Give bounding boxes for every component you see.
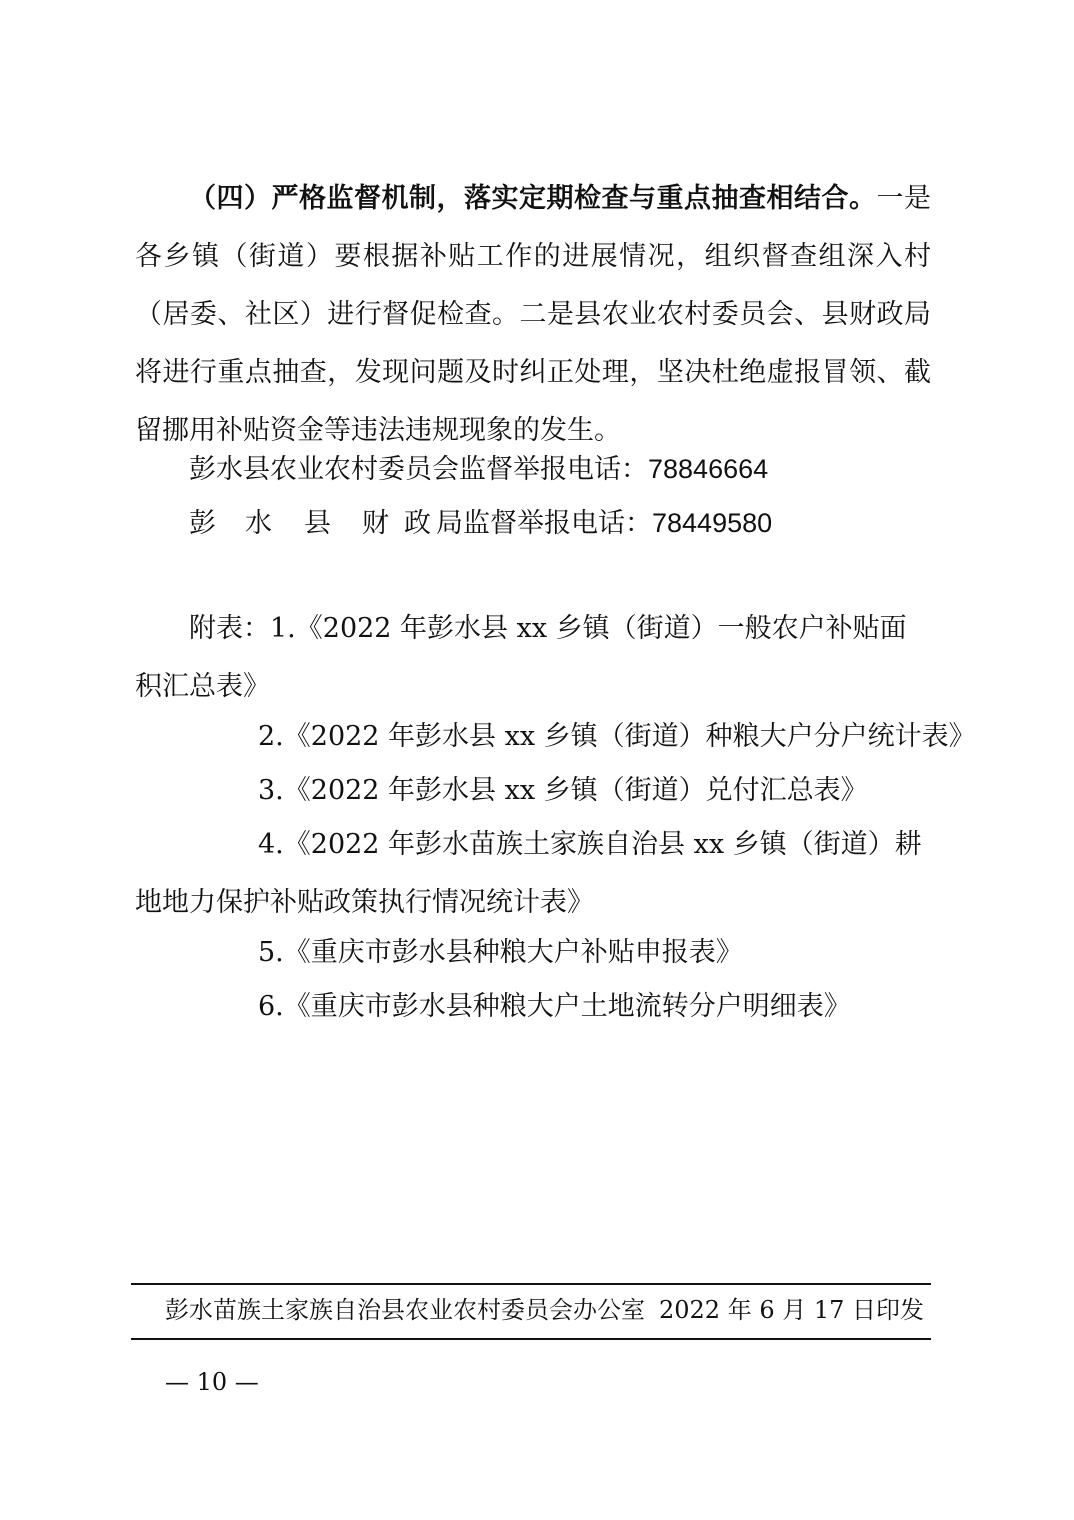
hotline-agriculture-label: 彭水县农业农村委员会监督举报电话：	[189, 454, 648, 485]
footer-bottom-rule	[131, 1338, 931, 1340]
hotline-finance-label-4: 财	[362, 508, 389, 539]
attachment-5: 5.《重庆市彭水县种粮大户补贴申报表》	[258, 937, 743, 968]
attachment-4: 4.《2022 年彭水苗族土家族自治县 xx 乡镇（街道）耕地地力保护补贴政策执行情况统计表》	[135, 829, 922, 918]
hotline-agriculture	[189, 440, 768, 499]
footer-top-rule	[131, 1283, 931, 1285]
footer-issuer-line	[165, 1292, 924, 1328]
hotline-finance	[189, 494, 772, 553]
footer-issuer: 彭水苗族土家族自治县农业农村委员会办公室	[165, 1296, 645, 1324]
hotline-finance-label-5: 政	[404, 508, 431, 539]
section-4-paragraph	[135, 170, 931, 460]
attachment-1-text: 1.《2022 年彭水县 xx 乡镇（街道）一般农户补贴面积汇总表》	[135, 613, 907, 702]
footer-date: 2022 年 6 月 17 日印发	[659, 1296, 925, 1324]
attachment-2: 2.《2022 年彭水县 xx 乡镇（街道）种粮大户分户统计表》	[258, 721, 976, 752]
section-4-heading: （四）严格监督机制，落实定期检查与重点抽查相结合。	[189, 183, 877, 214]
hotline-agriculture-number: 78846664	[648, 454, 769, 484]
page-number: — 10 —	[165, 1368, 259, 1396]
attachment-prefix: 附表：	[189, 613, 270, 644]
attachment-6: 6.《重庆市彭水县种粮大户土地流转分户明细表》	[258, 991, 851, 1022]
hotline-finance-label-1: 彭	[189, 508, 216, 539]
hotline-finance-number: 78449580	[652, 508, 773, 538]
attachment-3: 3.《2022 年彭水县 xx 乡镇（街道）兑付汇总表》	[258, 775, 868, 806]
hotline-finance-label-6: 局监督举报电话：	[436, 508, 652, 539]
section-4-body: 一是各乡镇（街道）要根据补贴工作的进展情况，组织督查组深入村（居委、社区）进行督促检查。二是县农业农村委员会、县财政局将进行重点抽查，发现问题及时纠正处理，坚决杜绝虚报冒领、截留挪用补贴资金等违法违规现象的发生。	[135, 183, 931, 446]
attachment-1	[135, 600, 931, 716]
hotline-finance-label-2: 水	[245, 508, 272, 539]
hotline-finance-label-3: 县	[304, 508, 331, 539]
